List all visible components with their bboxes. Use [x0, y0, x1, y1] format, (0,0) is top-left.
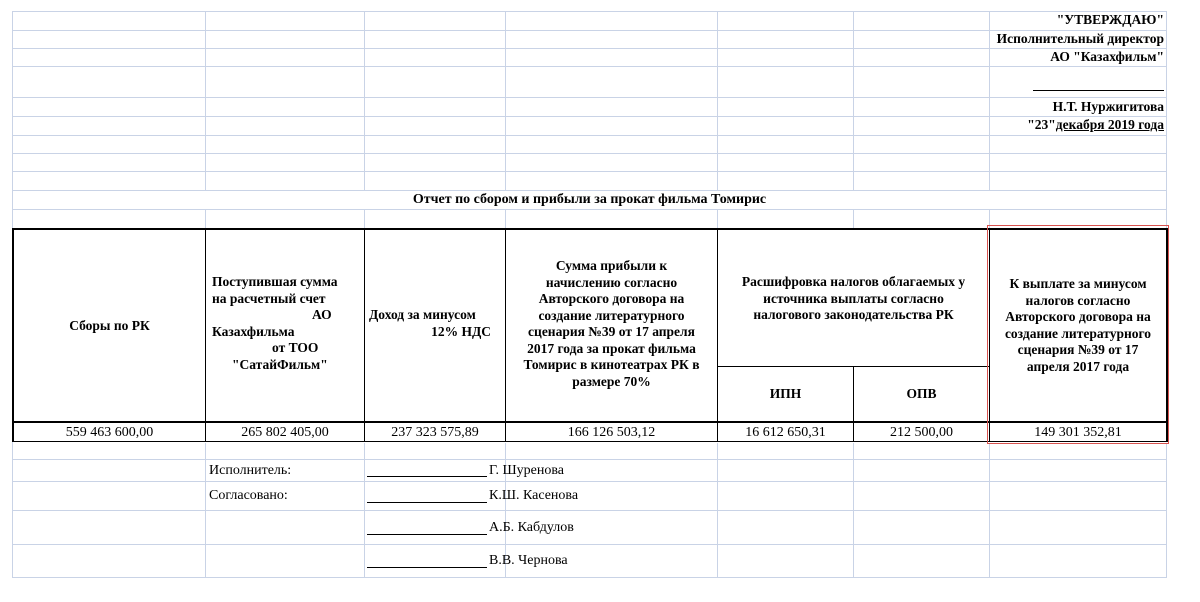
header-col6-line: сценария №39 от 17 — [1017, 342, 1139, 357]
header-col2-line: Казахфильма — [212, 323, 295, 339]
header-col2-line: на расчетный счет — [212, 290, 326, 306]
header-col2 — [206, 274, 364, 373]
grid-line — [12, 544, 1167, 545]
header-col2-line: "СатайФильм" — [232, 356, 328, 372]
grid-line — [12, 209, 1167, 210]
grid-line — [12, 66, 1167, 67]
header-col4-line: размере 70% — [572, 373, 651, 389]
header-col6-line: налогов согласно — [1025, 292, 1131, 308]
value-summa-pribyli: 166 126 503,12 — [567, 425, 656, 440]
value-k-vyplate: 149 301 352,81 — [1034, 425, 1122, 440]
signature-name: К.Ш. Касенова — [489, 488, 579, 503]
value-opv: 212 500,00 — [890, 425, 953, 440]
header-col5-line: источника выплаты согласно — [763, 290, 944, 306]
signature-name: А.Б. Кабдулов — [489, 520, 574, 535]
header-col4-line: создание литературного — [538, 307, 685, 323]
signature-line — [367, 502, 487, 503]
value-sbory: 559 463 600,00 — [65, 425, 154, 440]
header-col4-line: начислению согласно — [545, 274, 678, 290]
grid-line — [12, 481, 1167, 482]
header-ipn: ИПН — [769, 386, 802, 401]
value-ipn: 16 612 650,31 — [745, 425, 826, 440]
approval-position: Исполнительный директор — [996, 31, 1164, 46]
signature-line — [367, 567, 487, 568]
header-col3-line2: 12% НДС — [431, 323, 491, 339]
approval-date — [800, 117, 1164, 133]
header-col4-line: Сумма прибыли к — [555, 258, 668, 273]
header-col6-line: создание литературного — [1004, 325, 1152, 341]
report-title: Отчет по сбором и прибыли за прокат фильма Томирис — [412, 192, 767, 207]
header-col2-line: Поступившая сумма — [212, 274, 338, 289]
approval-company: АО "Казахфильм" — [1050, 49, 1164, 64]
header-col5 — [718, 274, 989, 324]
agreed-label: Согласовано: — [209, 488, 288, 503]
header-col4-line: 2017 года за прокат фильма — [527, 340, 696, 356]
value-postupivshaya: 265 802 405,00 — [241, 425, 329, 440]
header-col2-line: АО — [312, 307, 332, 322]
signature-name: В.В. Чернова — [489, 553, 568, 568]
signature-line — [367, 534, 487, 535]
header-col4-line: сценария №39 от 17 апреля — [528, 324, 695, 339]
table-border — [12, 228, 14, 442]
approval-date-day: "23" — [1027, 117, 1056, 132]
header-col5-line: Расшифровка налогов облагаемых у — [741, 274, 966, 289]
header-col4-line: Томирис в кинотеатрах РК в — [523, 357, 700, 372]
header-col4-line: Авторского договора на — [538, 291, 685, 306]
grid-line — [12, 510, 1167, 511]
grid-line — [12, 577, 1167, 578]
table-border — [717, 228, 718, 442]
header-col6-line: апреля 2017 года — [1026, 358, 1130, 374]
header-col3-line1: Доход за минусом — [369, 307, 476, 322]
signature-name: Г. Шуренова — [489, 463, 564, 478]
header-col1: Сборы по РК — [69, 318, 150, 333]
grid-line — [12, 153, 1167, 154]
selection-highlight[interactable] — [987, 225, 1169, 444]
grid-line — [12, 97, 1167, 98]
approval-name: Н.Т. Нуржигитова — [1052, 99, 1164, 114]
header-col3 — [365, 307, 505, 340]
approval-date-rest: декабря 2019 года — [1055, 117, 1164, 132]
header-col6-line: К выплате за минусом — [1009, 276, 1147, 291]
header-col6-line: Авторского договора на — [1005, 309, 1151, 324]
value-dohod: 237 323 575,89 — [391, 425, 479, 440]
header-col2-line: от ТОО — [272, 340, 319, 355]
header-col5-line: налогового законодательства РК — [753, 307, 954, 322]
grid-line — [12, 459, 1167, 460]
executor-label: Исполнитель: — [209, 463, 292, 478]
grid-line — [12, 135, 1167, 136]
approval-signature-line — [1033, 90, 1164, 91]
header-opv: ОПВ — [906, 386, 937, 401]
header-col4 — [506, 258, 717, 390]
approval-title: "УТВЕРЖДАЮ" — [1056, 12, 1164, 27]
signature-line — [367, 476, 487, 477]
grid-line — [12, 171, 1167, 172]
